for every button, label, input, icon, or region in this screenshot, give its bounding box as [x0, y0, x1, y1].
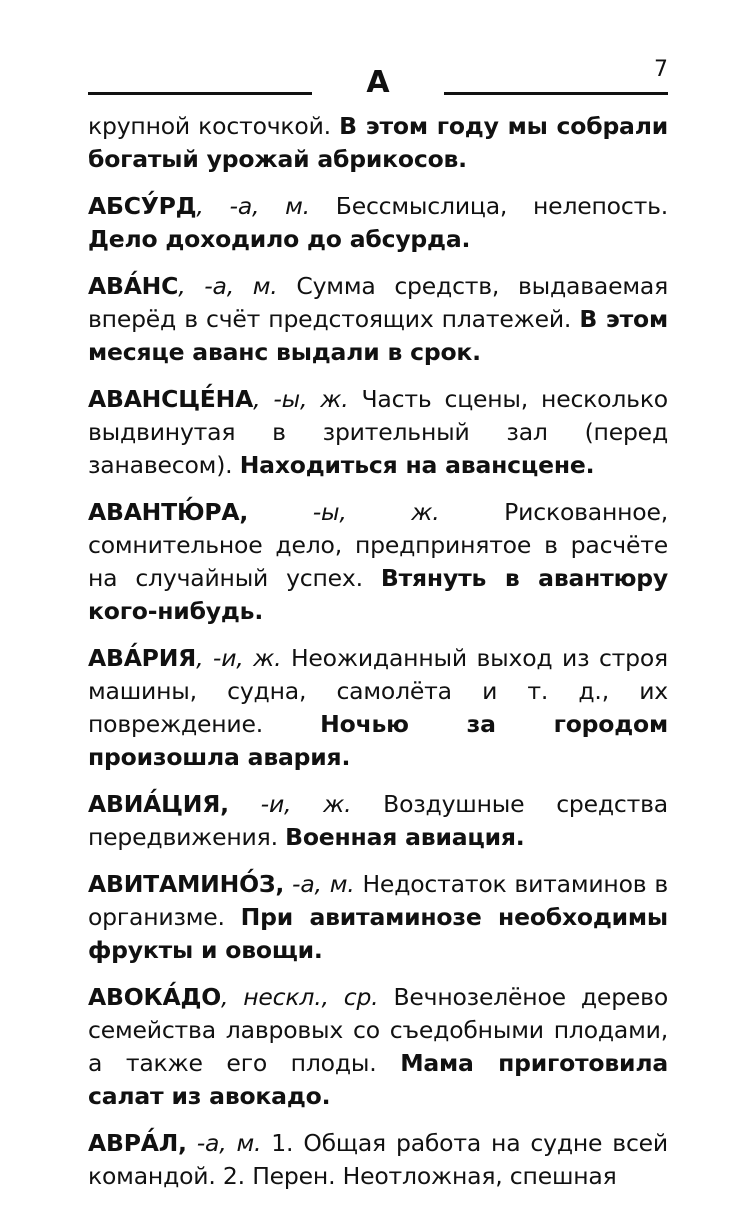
entry-headword: АВИА́ЦИЯ,: [88, 790, 229, 818]
entry-headword: АВОКА́ДО: [88, 983, 221, 1011]
header-rule-right: [444, 92, 668, 95]
entry-example: Ночью за городом произошла авария.: [88, 710, 668, 771]
entry-example: Военная авиация.: [285, 823, 525, 851]
entry-headword: АВАНТЮ́РА,: [88, 498, 249, 526]
entry-example: Втянуть в авантюру кого-нибудь.: [88, 564, 668, 625]
entry-example: Дело доходило до абсурда.: [88, 225, 471, 253]
entry-definition: Рискованное, сомнительное дело, предпринятое в расчёте на случайный успех.: [88, 498, 669, 592]
entry-definition: Часть сцены, несколько выдвинутая в зрительный зал (перед занавесом).: [88, 385, 668, 479]
dictionary-entry-continued: [88, 110, 668, 176]
entry-definition: Бессмыслица, нелепость.: [309, 192, 668, 220]
entry-example: При авитаминозе необходимы фрукты и овощи.: [88, 903, 668, 964]
entry-grammar: -а, м.: [186, 1129, 262, 1157]
entry-headword: АВА́НС: [88, 272, 179, 300]
entry-example: В этом месяце аванс выдали в срок.: [88, 305, 668, 366]
entry-definition: Вечнозелёное дерево семейства лавровых со съедобными плодами, а также его плоды.: [88, 983, 668, 1077]
dictionary-entries: [88, 110, 668, 1207]
entry-grammar: , -и, ж.: [196, 644, 282, 672]
dictionary-entry: [88, 383, 668, 482]
entry-definition: Сумма средств, выдаваемая вперёд в счёт предстоящих платежей.: [88, 272, 669, 333]
entry-headword: АВА́РИЯ: [88, 644, 197, 672]
page-header: [88, 58, 668, 108]
entry-grammar: -и, ж.: [228, 790, 352, 818]
entry-headword: АВАНСЦЕ́НА: [88, 385, 254, 413]
dictionary-entry: [88, 190, 668, 256]
entry-example: Находиться на авансцене.: [239, 451, 595, 479]
entry-grammar: , -а, м.: [196, 192, 310, 220]
dictionary-entry: [88, 1127, 668, 1193]
dictionary-entry: [88, 981, 668, 1113]
dictionary-entry: [88, 868, 668, 967]
entry-definition: 1. Общая работа на судне всей командой. 2. Перен. Неотложная, спешная: [88, 1129, 668, 1190]
entry-definition: Воздушные средства передвижения.: [88, 790, 668, 851]
entry-example: В этом году мы собрали богатый урожай абрикосов.: [88, 112, 668, 173]
dictionary-entry: [88, 496, 668, 628]
entry-grammar: , -ы, ж.: [253, 385, 349, 413]
entry-grammar: -а, м.: [284, 870, 355, 898]
dictionary-entry: [88, 642, 668, 774]
entry-definition: Недостаток витаминов в организме.: [88, 870, 669, 931]
entry-example: Мама приготовила салат из авокадо.: [88, 1049, 668, 1110]
entry-definition: Неожиданный выход из строя машины, судна, самолёта и т. д., их повреждение.: [88, 644, 668, 738]
entry-grammar: , -а, м.: [178, 272, 278, 300]
entry-grammar: , нескл., ср.: [220, 983, 379, 1011]
entry-definition: крупной косточкой.: [88, 112, 331, 140]
dictionary-entry: [88, 270, 668, 369]
entry-grammar: -ы, ж.: [248, 498, 440, 526]
header-rule-left: [88, 92, 312, 95]
entry-headword: АВИТАМИНО́З,: [88, 870, 285, 898]
entry-headword: АБСУ́РД: [88, 192, 197, 220]
section-letter: А: [366, 65, 390, 100]
entry-headword: АВРА́Л,: [88, 1129, 187, 1157]
page-number: 7: [654, 57, 668, 82]
dictionary-entry: [88, 788, 668, 854]
